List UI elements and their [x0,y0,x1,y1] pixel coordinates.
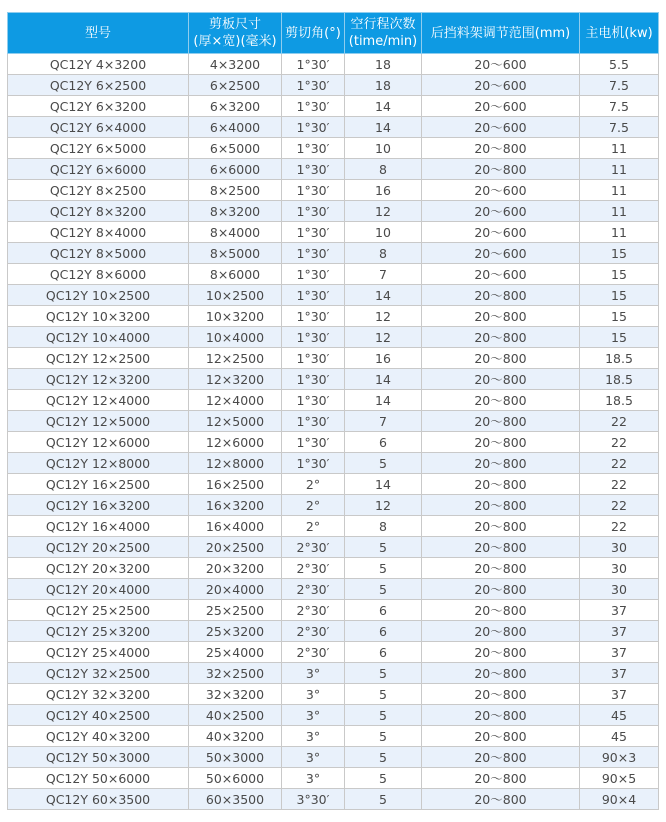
cell-motor: 37 [580,600,659,621]
cell-size: 8×4000 [189,222,282,243]
cell-model: QC12Y 20×2500 [8,537,189,558]
cell-model: QC12Y 10×2500 [8,285,189,306]
cell-backgauge: 20～800 [422,558,580,579]
cell-motor: 15 [580,306,659,327]
cell-model: QC12Y 16×4000 [8,516,189,537]
cell-strokes: 8 [345,516,422,537]
cell-size: 6×4000 [189,117,282,138]
cell-strokes: 12 [345,327,422,348]
cell-model: QC12Y 8×4000 [8,222,189,243]
cell-model: QC12Y 32×3200 [8,684,189,705]
cell-size: 50×3000 [189,747,282,768]
header-strokes-unit: (time/min) [348,34,418,49]
table-row [8,264,659,285]
cell-strokes: 5 [345,747,422,768]
cell-motor: 5.5 [580,54,659,75]
cell-angle: 2°30′ [282,579,345,600]
table-row [8,180,659,201]
cell-strokes: 6 [345,642,422,663]
cell-motor: 18.5 [580,390,659,411]
cell-angle: 1°30′ [282,369,345,390]
cell-backgauge: 20～600 [422,54,580,75]
cell-angle: 1°30′ [282,453,345,474]
table-body [8,54,659,810]
cell-backgauge: 20～600 [422,117,580,138]
cell-model: QC12Y 8×5000 [8,243,189,264]
cell-motor: 15 [580,264,659,285]
cell-strokes: 14 [345,117,422,138]
cell-backgauge: 20～600 [422,222,580,243]
cell-size: 12×4000 [189,390,282,411]
cell-angle: 1°30′ [282,432,345,453]
cell-backgauge: 20～800 [422,726,580,747]
cell-motor: 11 [580,159,659,180]
header-size-unit: (厚×宽)(毫米) [193,34,277,49]
cell-strokes: 5 [345,705,422,726]
cell-strokes: 16 [345,348,422,369]
table-row [8,432,659,453]
cell-model: QC12Y 6×5000 [8,138,189,159]
cell-motor: 7.5 [580,117,659,138]
cell-backgauge: 20～800 [422,159,580,180]
cell-size: 10×2500 [189,285,282,306]
cell-motor: 22 [580,495,659,516]
cell-model: QC12Y 12×6000 [8,432,189,453]
cell-motor: 30 [580,558,659,579]
header-row [8,13,659,54]
cell-model: QC12Y 20×4000 [8,579,189,600]
cell-backgauge: 20～800 [422,138,580,159]
header-strokes [345,13,422,54]
cell-strokes: 16 [345,180,422,201]
cell-motor: 22 [580,411,659,432]
cell-motor: 90×3 [580,747,659,768]
cell-size: 8×5000 [189,243,282,264]
cell-model: QC12Y 6×2500 [8,75,189,96]
cell-backgauge: 20～800 [422,516,580,537]
cell-size: 40×3200 [189,726,282,747]
cell-backgauge: 20～800 [422,369,580,390]
cell-strokes: 18 [345,75,422,96]
cell-backgauge: 20～800 [422,789,580,810]
cell-backgauge: 20～800 [422,747,580,768]
cell-model: QC12Y 4×3200 [8,54,189,75]
cell-model: QC12Y 16×2500 [8,474,189,495]
cell-model: QC12Y 10×4000 [8,327,189,348]
table-row [8,348,659,369]
table-row [8,285,659,306]
cell-size: 32×2500 [189,663,282,684]
table-row [8,327,659,348]
table-row [8,243,659,264]
cell-strokes: 5 [345,789,422,810]
cell-backgauge: 20～800 [422,285,580,306]
cell-angle: 3°30′ [282,789,345,810]
cell-model: QC12Y 50×6000 [8,768,189,789]
cell-motor: 22 [580,432,659,453]
cell-model: QC12Y 10×3200 [8,306,189,327]
cell-strokes: 5 [345,558,422,579]
cell-motor: 30 [580,579,659,600]
cell-angle: 1°30′ [282,285,345,306]
cell-backgauge: 20～800 [422,411,580,432]
cell-angle: 2°30′ [282,642,345,663]
cell-size: 6×3200 [189,96,282,117]
cell-motor: 37 [580,663,659,684]
cell-size: 25×4000 [189,642,282,663]
table-row [8,621,659,642]
header-backgauge-label: 后挡料架调节范围(mm) [430,25,571,41]
cell-model: QC12Y 12×2500 [8,348,189,369]
cell-angle: 3° [282,705,345,726]
table-row [8,663,659,684]
cell-backgauge: 20～800 [422,306,580,327]
cell-strokes: 14 [345,369,422,390]
cell-motor: 11 [580,138,659,159]
cell-strokes: 6 [345,621,422,642]
cell-backgauge: 20～600 [422,180,580,201]
header-model [8,13,189,54]
cell-motor: 18.5 [580,348,659,369]
cell-size: 10×3200 [189,306,282,327]
cell-size: 4×3200 [189,54,282,75]
table-row [8,75,659,96]
header-angle-label: 剪切角(°) [285,25,341,41]
cell-backgauge: 20～600 [422,75,580,96]
cell-motor: 11 [580,201,659,222]
table-row [8,495,659,516]
cell-backgauge: 20～800 [422,537,580,558]
cell-strokes: 5 [345,684,422,705]
table-row [8,138,659,159]
cell-motor: 18.5 [580,369,659,390]
table-row [8,453,659,474]
cell-strokes: 5 [345,663,422,684]
cell-size: 6×5000 [189,138,282,159]
cell-size: 12×2500 [189,348,282,369]
cell-angle: 3° [282,768,345,789]
cell-size: 16×4000 [189,516,282,537]
header-angle [282,13,345,54]
table-row [8,642,659,663]
cell-strokes: 5 [345,537,422,558]
cell-size: 20×3200 [189,558,282,579]
cell-motor: 11 [580,222,659,243]
cell-motor: 30 [580,537,659,558]
cell-model: QC12Y 25×4000 [8,642,189,663]
cell-strokes: 10 [345,138,422,159]
table-row [8,306,659,327]
cell-angle: 1°30′ [282,222,345,243]
cell-size: 50×6000 [189,768,282,789]
cell-strokes: 12 [345,201,422,222]
cell-angle: 3° [282,684,345,705]
cell-backgauge: 20～800 [422,327,580,348]
cell-backgauge: 20～800 [422,432,580,453]
table-row [8,117,659,138]
cell-motor: 90×4 [580,789,659,810]
cell-angle: 2°30′ [282,621,345,642]
table-row [8,747,659,768]
cell-backgauge: 20～800 [422,474,580,495]
cell-backgauge: 20～600 [422,96,580,117]
cell-backgauge: 20～800 [422,495,580,516]
table-row [8,474,659,495]
cell-angle: 1°30′ [282,117,345,138]
cell-backgauge: 20～600 [422,243,580,264]
cell-size: 16×3200 [189,495,282,516]
cell-motor: 15 [580,243,659,264]
cell-angle: 1°30′ [282,75,345,96]
cell-angle: 1°30′ [282,180,345,201]
cell-angle: 1°30′ [282,348,345,369]
cell-size: 8×3200 [189,201,282,222]
cell-motor: 37 [580,684,659,705]
cell-angle: 2°30′ [282,537,345,558]
cell-angle: 1°30′ [282,243,345,264]
header-motor [580,13,659,54]
cell-size: 12×8000 [189,453,282,474]
cell-strokes: 8 [345,243,422,264]
cell-model: QC12Y 40×3200 [8,726,189,747]
cell-strokes: 14 [345,390,422,411]
header-size [189,13,282,54]
cell-angle: 3° [282,726,345,747]
cell-model: QC12Y 12×4000 [8,390,189,411]
cell-strokes: 5 [345,726,422,747]
cell-motor: 15 [580,285,659,306]
cell-angle: 1°30′ [282,138,345,159]
table-row [8,789,659,810]
cell-model: QC12Y 60×3500 [8,789,189,810]
cell-motor: 45 [580,705,659,726]
cell-strokes: 14 [345,96,422,117]
table-row [8,411,659,432]
cell-size: 8×6000 [189,264,282,285]
table-row [8,222,659,243]
cell-size: 20×4000 [189,579,282,600]
cell-backgauge: 20～800 [422,642,580,663]
cell-model: QC12Y 50×3000 [8,747,189,768]
cell-size: 10×4000 [189,327,282,348]
cell-strokes: 7 [345,411,422,432]
cell-model: QC12Y 12×5000 [8,411,189,432]
cell-model: QC12Y 8×2500 [8,180,189,201]
cell-angle: 2° [282,474,345,495]
cell-strokes: 6 [345,600,422,621]
cell-backgauge: 20～800 [422,390,580,411]
cell-model: QC12Y 6×4000 [8,117,189,138]
cell-motor: 11 [580,180,659,201]
cell-size: 40×2500 [189,705,282,726]
cell-backgauge: 20～800 [422,621,580,642]
cell-backgauge: 20～800 [422,348,580,369]
cell-angle: 1°30′ [282,264,345,285]
cell-strokes: 5 [345,768,422,789]
cell-motor: 45 [580,726,659,747]
table-row [8,537,659,558]
cell-size: 25×3200 [189,621,282,642]
cell-motor: 22 [580,453,659,474]
cell-backgauge: 20～800 [422,684,580,705]
cell-model: QC12Y 40×2500 [8,705,189,726]
cell-backgauge: 20～800 [422,768,580,789]
table-row [8,54,659,75]
table-row [8,726,659,747]
table-header [8,13,659,54]
cell-strokes: 5 [345,453,422,474]
spec-table [7,12,659,810]
cell-size: 12×6000 [189,432,282,453]
cell-size: 12×3200 [189,369,282,390]
cell-model: QC12Y 25×2500 [8,600,189,621]
header-model-label: 型号 [84,25,111,41]
cell-model: QC12Y 8×3200 [8,201,189,222]
cell-backgauge: 20～800 [422,600,580,621]
cell-strokes: 12 [345,495,422,516]
cell-model: QC12Y 16×3200 [8,495,189,516]
cell-angle: 1°30′ [282,327,345,348]
cell-strokes: 12 [345,306,422,327]
cell-strokes: 7 [345,264,422,285]
cell-motor: 37 [580,621,659,642]
cell-angle: 2°30′ [282,600,345,621]
table-row [8,705,659,726]
cell-size: 20×2500 [189,537,282,558]
table-row [8,96,659,117]
cell-model: QC12Y 12×3200 [8,369,189,390]
table-row [8,600,659,621]
header-motor-label: 主电机(kw) [585,25,653,41]
table-row [8,516,659,537]
cell-motor: 7.5 [580,75,659,96]
cell-model: QC12Y 12×8000 [8,453,189,474]
cell-strokes: 5 [345,579,422,600]
cell-motor: 7.5 [580,96,659,117]
cell-angle: 2°30′ [282,558,345,579]
cell-motor: 15 [580,327,659,348]
cell-motor: 22 [580,474,659,495]
cell-motor: 90×5 [580,768,659,789]
table-row [8,684,659,705]
cell-model: QC12Y 32×2500 [8,663,189,684]
header-backgauge [422,13,580,54]
cell-size: 6×2500 [189,75,282,96]
cell-backgauge: 20～800 [422,705,580,726]
header-strokes-label: 空行程次数 [350,17,416,32]
table-row [8,768,659,789]
cell-angle: 1°30′ [282,201,345,222]
table-row [8,579,659,600]
cell-size: 25×2500 [189,600,282,621]
cell-backgauge: 20～800 [422,453,580,474]
cell-backgauge: 20～600 [422,264,580,285]
cell-motor: 22 [580,516,659,537]
cell-angle: 2° [282,495,345,516]
cell-angle: 1°30′ [282,306,345,327]
cell-motor: 37 [580,642,659,663]
cell-backgauge: 20～800 [422,579,580,600]
cell-strokes: 18 [345,54,422,75]
cell-strokes: 8 [345,159,422,180]
cell-size: 60×3500 [189,789,282,810]
cell-model: QC12Y 25×3200 [8,621,189,642]
cell-size: 32×3200 [189,684,282,705]
table-row [8,159,659,180]
cell-angle: 1°30′ [282,390,345,411]
cell-size: 6×6000 [189,159,282,180]
cell-model: QC12Y 20×3200 [8,558,189,579]
cell-angle: 1°30′ [282,96,345,117]
cell-size: 16×2500 [189,474,282,495]
cell-strokes: 10 [345,222,422,243]
cell-model: QC12Y 8×6000 [8,264,189,285]
table-row [8,369,659,390]
table-row [8,201,659,222]
cell-model: QC12Y 6×6000 [8,159,189,180]
cell-angle: 1°30′ [282,159,345,180]
table-row [8,558,659,579]
cell-size: 8×2500 [189,180,282,201]
cell-angle: 2° [282,516,345,537]
cell-backgauge: 20～600 [422,201,580,222]
header-size-label: 剪板尺寸 [208,17,261,32]
cell-model: QC12Y 6×3200 [8,96,189,117]
cell-backgauge: 20～800 [422,663,580,684]
cell-strokes: 14 [345,285,422,306]
cell-angle: 3° [282,747,345,768]
cell-size: 12×5000 [189,411,282,432]
cell-angle: 1°30′ [282,411,345,432]
cell-strokes: 6 [345,432,422,453]
table-row [8,390,659,411]
cell-strokes: 14 [345,474,422,495]
cell-angle: 3° [282,663,345,684]
cell-angle: 1°30′ [282,54,345,75]
